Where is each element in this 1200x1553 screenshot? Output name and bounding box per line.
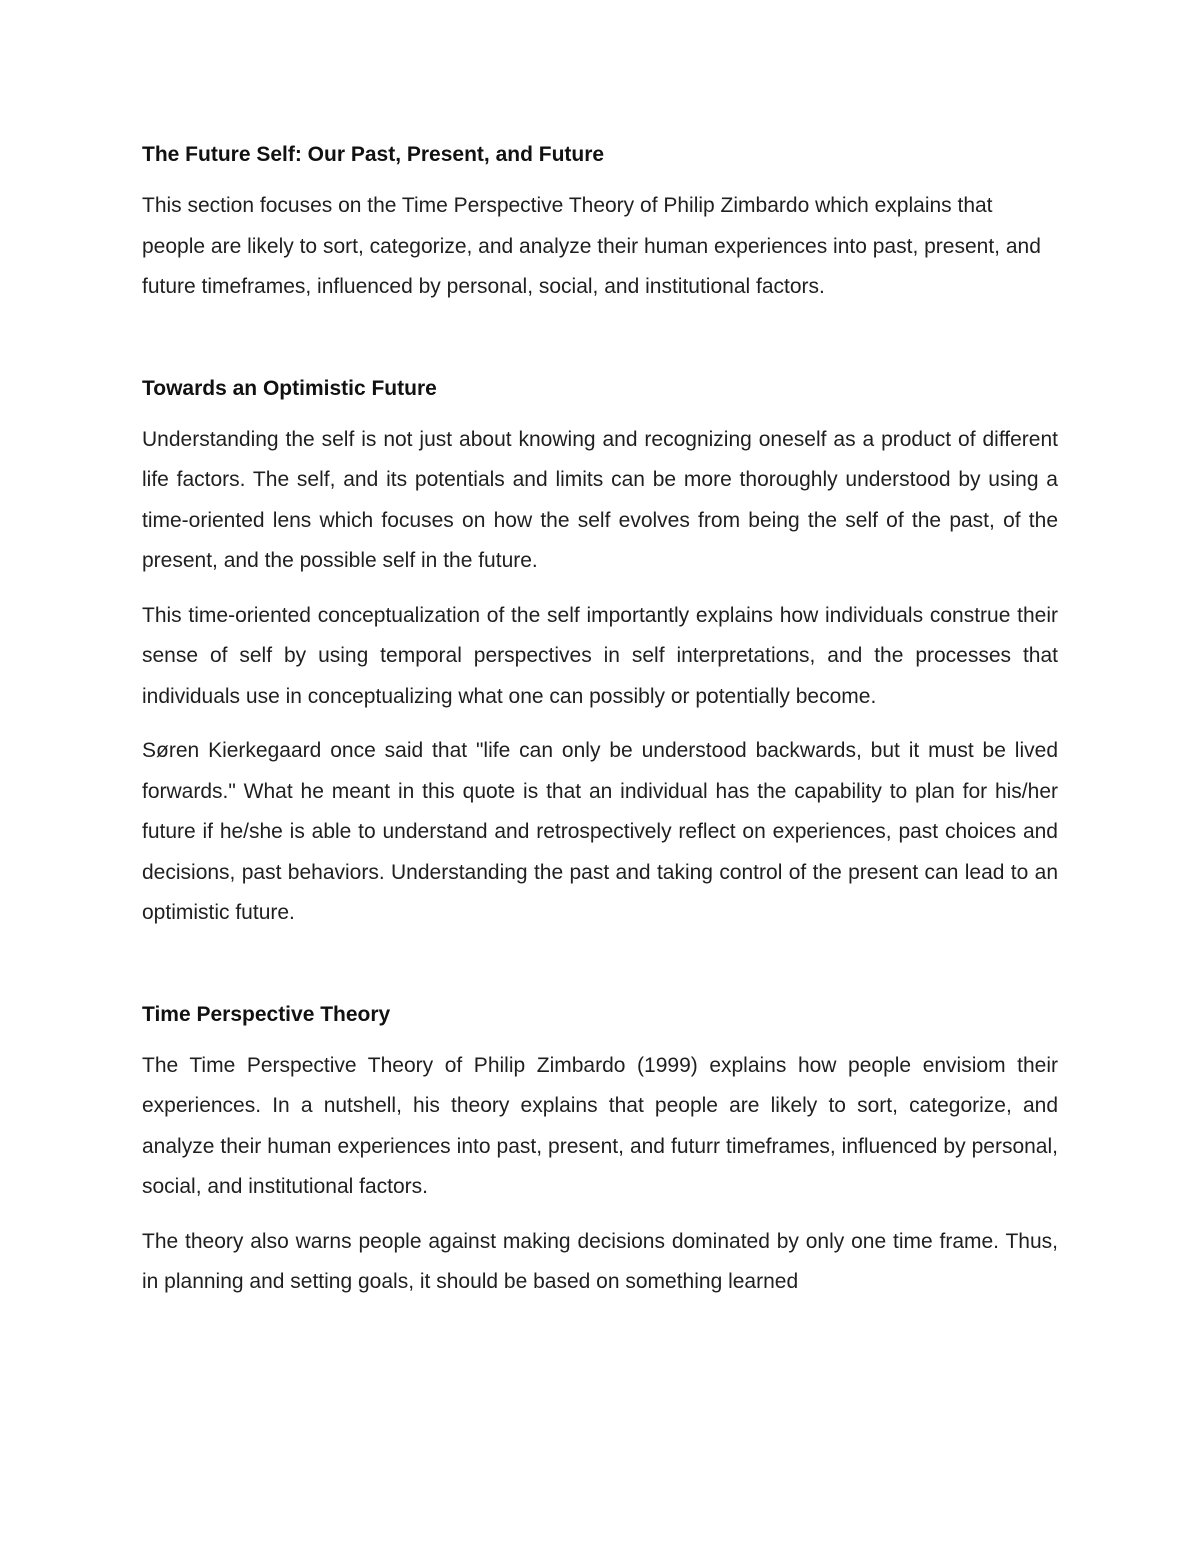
paragraph-understanding-self: Understanding the self is not just about knowing and recognizing oneself as a product of different life factors. The self, and its potentials and limits can be more thoroughly understood by using a time-oriented lens which focuses on how the self evolves from being the self of the past, of the present, and the possible self in the future. <box>142 427 1058 572</box>
paragraph-zimbardo: The Time Perspective Theory of Philip Zimbardo (1999) explains how people envisiom their experiences. In a nutshell, his theory explains that people are likely to sort, categorize, and analyze their human experiences into past, present, and futurr timeframes, influenced by personal, social, and institutional factors. <box>142 1053 1058 1198</box>
section-spacer <box>142 948 1058 1000</box>
paragraph-theory-warns: The theory also warns people against making decisions dominated by only one time frame. Thus, in planning and setting goals, it should be based on something learned <box>142 1229 1058 1293</box>
section-heading-optimistic-future: Towards an Optimistic Future <box>142 376 437 400</box>
document-body <box>142 140 1058 1317</box>
paragraph-kierkegaard: Søren Kierkegaard once said that "life can only be understood backwards, but it must be lived forwards." What he meant in this quote is that an individual has the capability to plan for his/her future if he/she is able to understand and retrospectively reflect on experiences, past choices and decisions, past behaviors. Understanding the past and taking control of the present can lead to an optimistic future. <box>142 739 1058 924</box>
paragraph-intro: This section focuses on the Time Perspective Theory of Philip Zimbardo which explains that people are likely to sort, categorize, and analyze their human experiences into past, present, and future timeframes, influenced by personal, social, and institutional factors. <box>142 194 1041 298</box>
paragraph-time-oriented: This time-oriented conceptualization of the self importantly explains how individuals construe their sense of self by using temporal perspectives in self interpretations, and the processes that individuals use in conceptualizing what one can possibly or potentially become. <box>142 603 1058 708</box>
section-heading-future-self: The Future Self: Our Past, Present, and Future <box>142 143 605 166</box>
section-heading-time-perspective: Time Perspective Theory <box>142 1002 391 1026</box>
section-spacer <box>142 322 1058 374</box>
